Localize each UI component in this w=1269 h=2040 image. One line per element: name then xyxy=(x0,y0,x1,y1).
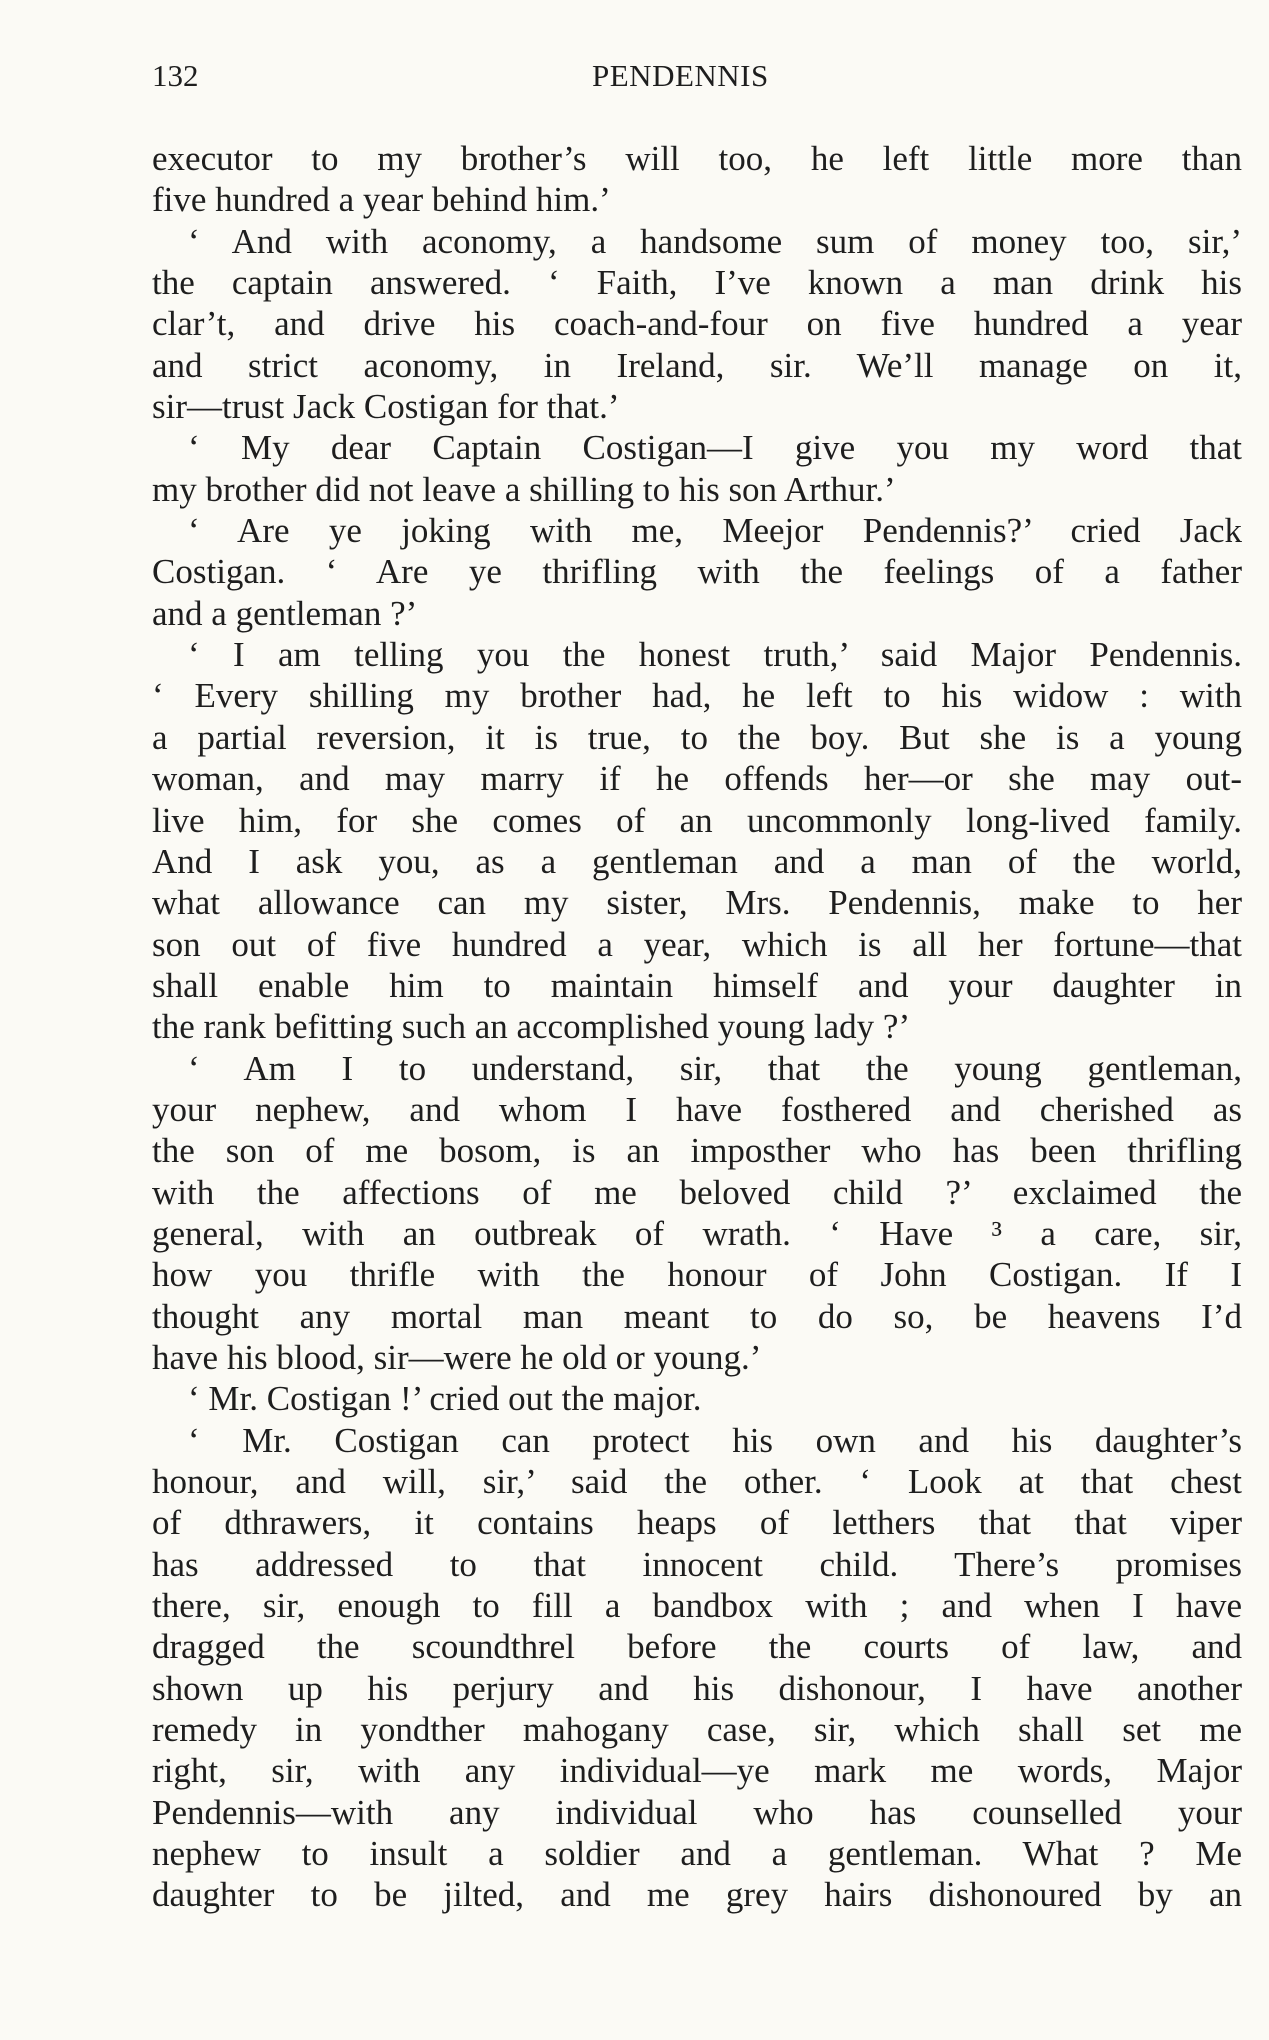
text-line: ‘ And with aconomy, a handsome sum of money too, sir,’ xyxy=(188,221,1242,261)
text-line: dragged the scoundthrel before the courts of law, and xyxy=(152,1627,1242,1667)
text-line: of dthrawers, it contains heaps of letthers that that viper xyxy=(152,1503,1242,1543)
text-line: clar’t, and drive his coach-and-four on five hundred a year xyxy=(152,304,1242,344)
text-line: my brother did not leave a shilling to his son Arthur.’ xyxy=(152,469,896,509)
text-line: there, sir, enough to fill a bandbox with ; and when I have xyxy=(152,1586,1242,1626)
text-line: the son of me bosom, is an imposther who has been thrifling xyxy=(152,1131,1242,1171)
text-line: son out of five hundred a year, which is all her fortune—that xyxy=(152,924,1242,964)
text-line: Costigan. ‘ Are ye thrifling with the feelings of a father xyxy=(152,552,1242,592)
text-line: ‘ My dear Captain Costigan—I give you my word that xyxy=(188,428,1242,468)
text-line: the rank befitting such an accomplished young lady ?’ xyxy=(152,1007,911,1047)
text-line: and a gentleman ?’ xyxy=(152,593,418,633)
text-line: shown up his perjury and his dishonour, I have another xyxy=(152,1668,1242,1708)
text-line: how you thrifle with the honour of John Costigan. If I xyxy=(152,1255,1242,1295)
text-line: a partial reversion, it is true, to the boy. But she is a young xyxy=(152,717,1242,757)
text-line: the captain answered. ‘ Faith, I’ve known a man drink his xyxy=(152,263,1242,303)
text-line: ‘ Are ye joking with me, Meejor Pendennis?’ cried Jack xyxy=(188,511,1242,551)
text-line: your nephew, and whom I have fosthered and cherished as xyxy=(152,1089,1242,1129)
text-line: right, sir, with any individual—ye mark me words, Major xyxy=(152,1751,1242,1791)
text-line: And I ask you, as a gentleman and a man of the world, xyxy=(152,841,1242,881)
text-line: woman, and may marry if he offends her—or she may out- xyxy=(152,759,1242,799)
text-line: ‘ Am I to understand, sir, that the young gentleman, xyxy=(188,1048,1242,1088)
body-text xyxy=(152,138,1242,1916)
text-line: five hundred a year behind him.’ xyxy=(152,180,611,220)
text-line: Pendennis—with any individual who has counselled your xyxy=(152,1792,1242,1832)
page-number: 132 xyxy=(152,58,199,93)
text-line: ‘ Every shilling my brother had, he left to his widow : with xyxy=(152,676,1242,716)
running-title: PENDENNIS xyxy=(592,58,769,93)
text-line: ‘ Mr. Costigan can protect his own and his daughter’s xyxy=(188,1420,1242,1460)
text-line: honour, and will, sir,’ said the other. ‘ Look at that chest xyxy=(152,1462,1242,1501)
text-line: sir—trust Jack Costigan for that.’ xyxy=(152,387,620,427)
text-line: executor to my brother’s will too, he left little more than xyxy=(152,139,1242,178)
text-line: live him, for she comes of an uncommonly long-lived family. xyxy=(152,800,1242,840)
text-line: daughter to be jilted, and me grey hairs dishonoured by an xyxy=(152,1875,1242,1915)
page-header xyxy=(152,58,1242,98)
text-line: remedy in yondther mahogany case, sir, which shall set me xyxy=(152,1710,1242,1750)
text-line: with the affections of me beloved child ?’ exclaimed the xyxy=(152,1172,1242,1212)
text-line: shall enable him to maintain himself and your daughter in xyxy=(152,965,1242,1005)
text-line: what allowance can my sister, Mrs. Pendennis, make to her xyxy=(152,883,1242,923)
text-line: ‘ Mr. Costigan !’ cried out the major. xyxy=(188,1379,702,1419)
text-line: have his blood, sir—were he old or young.’ xyxy=(152,1337,762,1377)
text-line: general, with an outbreak of wrath. ‘ Have ³ a care, sir, xyxy=(152,1213,1242,1253)
text-line: thought any mortal man meant to do so, be heavens I’d xyxy=(152,1296,1242,1336)
text-line: nephew to insult a soldier and a gentleman. What ? Me xyxy=(152,1834,1242,1874)
text-line: ‘ I am telling you the honest truth,’ said Major Pendennis. xyxy=(188,635,1242,675)
text-line: has addressed to that innocent child. There’s promises xyxy=(152,1544,1242,1584)
text-line: and strict aconomy, in Ireland, sir. We’ll manage on it, xyxy=(152,345,1242,385)
